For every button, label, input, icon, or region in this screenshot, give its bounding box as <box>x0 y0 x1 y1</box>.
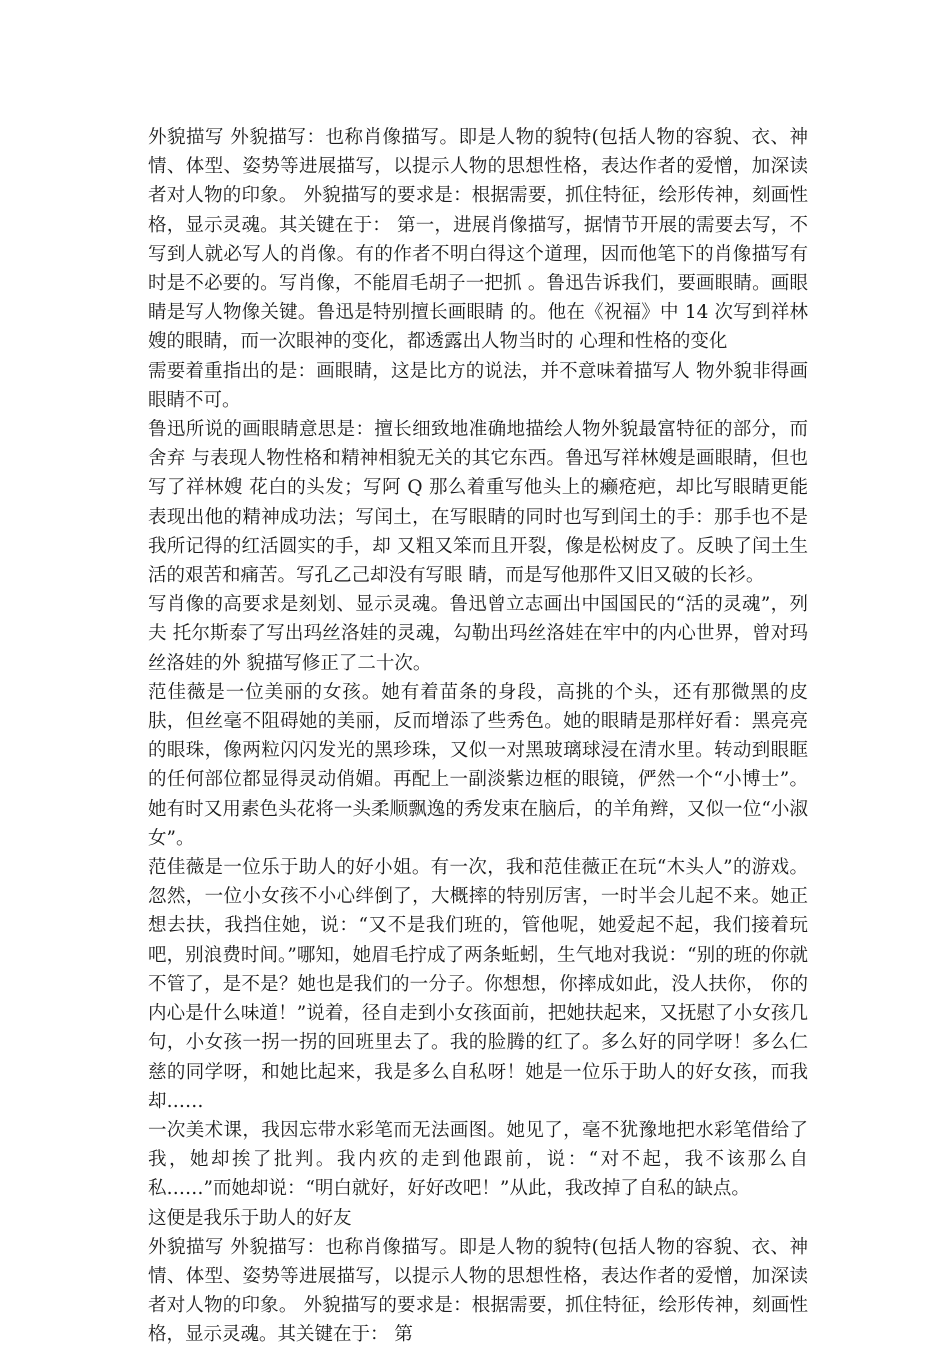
paragraph-fan-jiawei-helpful: 范佳薇是一位乐于助人的好小姐。有一次，我和范佳薇正在玩“木头人”的游戏。忽然，一位小女孩不小心绊倒了，大概摔的特别厉害，一时半会儿起不来。她正想去扶，我挡住她，说：“又不是我们班的，管他呢，她爱起不起，我们接着玩吧，别浪费时间。”哪知，她眉毛拧成了两条蚯蚓，生气地对我说：“别的班的你就不管了，是不是？她也是我们的一分子。你想想，你摔成如此，没人扶你， 你的内心是什么味道！”说着，径自走到小女孩面前，把她扶起来，又抚慰了小女孩几句，小女孩一拐一拐的回班里去了。我的脸腾的红了。多么好的同学呀！多么仁慈的同学呀，和她比起来，我是多么自私呀！她是一位乐于助人的好女孩，而我却…… <box>148 857 808 1112</box>
paragraph-emphasis-note: 需要着重指出的是：画眼睛，这是比方的说法，并不意味着描写人 物外貌非得画眼睛不可。 <box>148 360 808 411</box>
paragraph-appearance-description: 外貌描写 外貌描写：也称肖像描写。即是人物的貌特(包括人物的容貌、衣、神情、体型、姿势等进展描写，以提示人物的思想性格，表达作者的爱憎，加深读者对人物的印象。 外貌描写的要求是：根据需要，抓住特征，绘形传神，刻画性格，显示灵魂。其关键在于： 第一，进展肖像描写，据情节开展的需要去写，不写到人就必写人的肖像。有的作者不明白得这个道理，因而他笔下的肖像描写有时是不必要的。写肖像，不能眉毛胡子一把抓 。鲁迅告诉我们，要画眼睛。画眼睛是写人物像关键。鲁迅是特别擅长画眼睛 的。他在《祝福》中 14 次写到祥林嫂的眼睛，而一次眼神的变化，都透露出人物当时的 心理和性格的变化 <box>148 127 808 353</box>
paragraph-closing: 这便是我乐于助人的好友 <box>148 1207 352 1229</box>
paragraph-appearance-repeat: 外貌描写 外貌描写：也称肖像描写。即是人物的貌特(包括人物的容貌、衣、神情、体型、姿势等进展描写，以提示人物的思想性格，表达作者的爱憎，加深读者对人物的印象。 外貌描写的要求是：根据需要，抓住特征，绘形传神，刻画性格，显示灵魂。其关键在于： 第 <box>148 1236 808 1346</box>
document-body <box>148 123 808 1350</box>
paragraph-fan-jiawei-looks: 范佳薇是一位美丽的女孩。她有着苗条的身段，高挑的个头，还有那微黑的皮肤，但丝毫不阻碍她的美丽，反而增添了些秀色。她的眼睛是那样好看：黑亮亮的眼珠，像两粒闪闪发光的黑珍珠，又似一对黑玻璃球浸在清水里。转动到眼眶的任何部位都显得灵动俏媚。再配上一副淡紫边框的眼镜，俨然一个“小博士”。她有时又用素色头花将一头柔顺飘逸的秀发束在脑后，的羊角辫，又似一位“小淑女”。 <box>148 681 808 849</box>
paragraph-portrait-soul: 写肖像的高要求是刻划、显示灵魂。鲁迅曾立志画出中国国民的“活的灵魂”，列夫 托尔斯泰了写出玛丝洛娃的灵魂，勾勒出玛丝洛娃在牢中的内心世界，曾对玛丝洛娃的外 貌描写修正了二十次。 <box>148 594 808 674</box>
paragraph-art-class: 一次美术课，我因忘带水彩笔而无法画图。她见了，毫不犹豫地把水彩笔借给了我，她却挨了批判。我内疚的走到他跟前，说：“对不起，我不该那么自私……”而她却说：“明白就好，好好改吧！”从此，我改掉了自私的缺点。 <box>148 1119 808 1200</box>
paragraph-lu-xun-eyes: 鲁迅所说的画眼睛意思是：擅长细致地准确地描绘人物外貌最富特征的部分，而舍弃 与表现人物性格和精神相貌无关的其它东西。鲁迅写祥林嫂是画眼睛，但也写了祥林嫂 花白的头发；写阿 Q 那么着重写他头上的癞疮疤，却比写眼睛更能表现出他的精神成功法；写闰土，在写眼睛的同时也写到闰土的手：那手也不是我所记得的红活圆实的手，却 又粗又笨而且开裂，像是松树皮了。反映了闰土生活的艰苦和痛苦。写孔乙己却没有写眼 睛，而是写他那件又旧又破的长衫。 <box>148 419 808 587</box>
